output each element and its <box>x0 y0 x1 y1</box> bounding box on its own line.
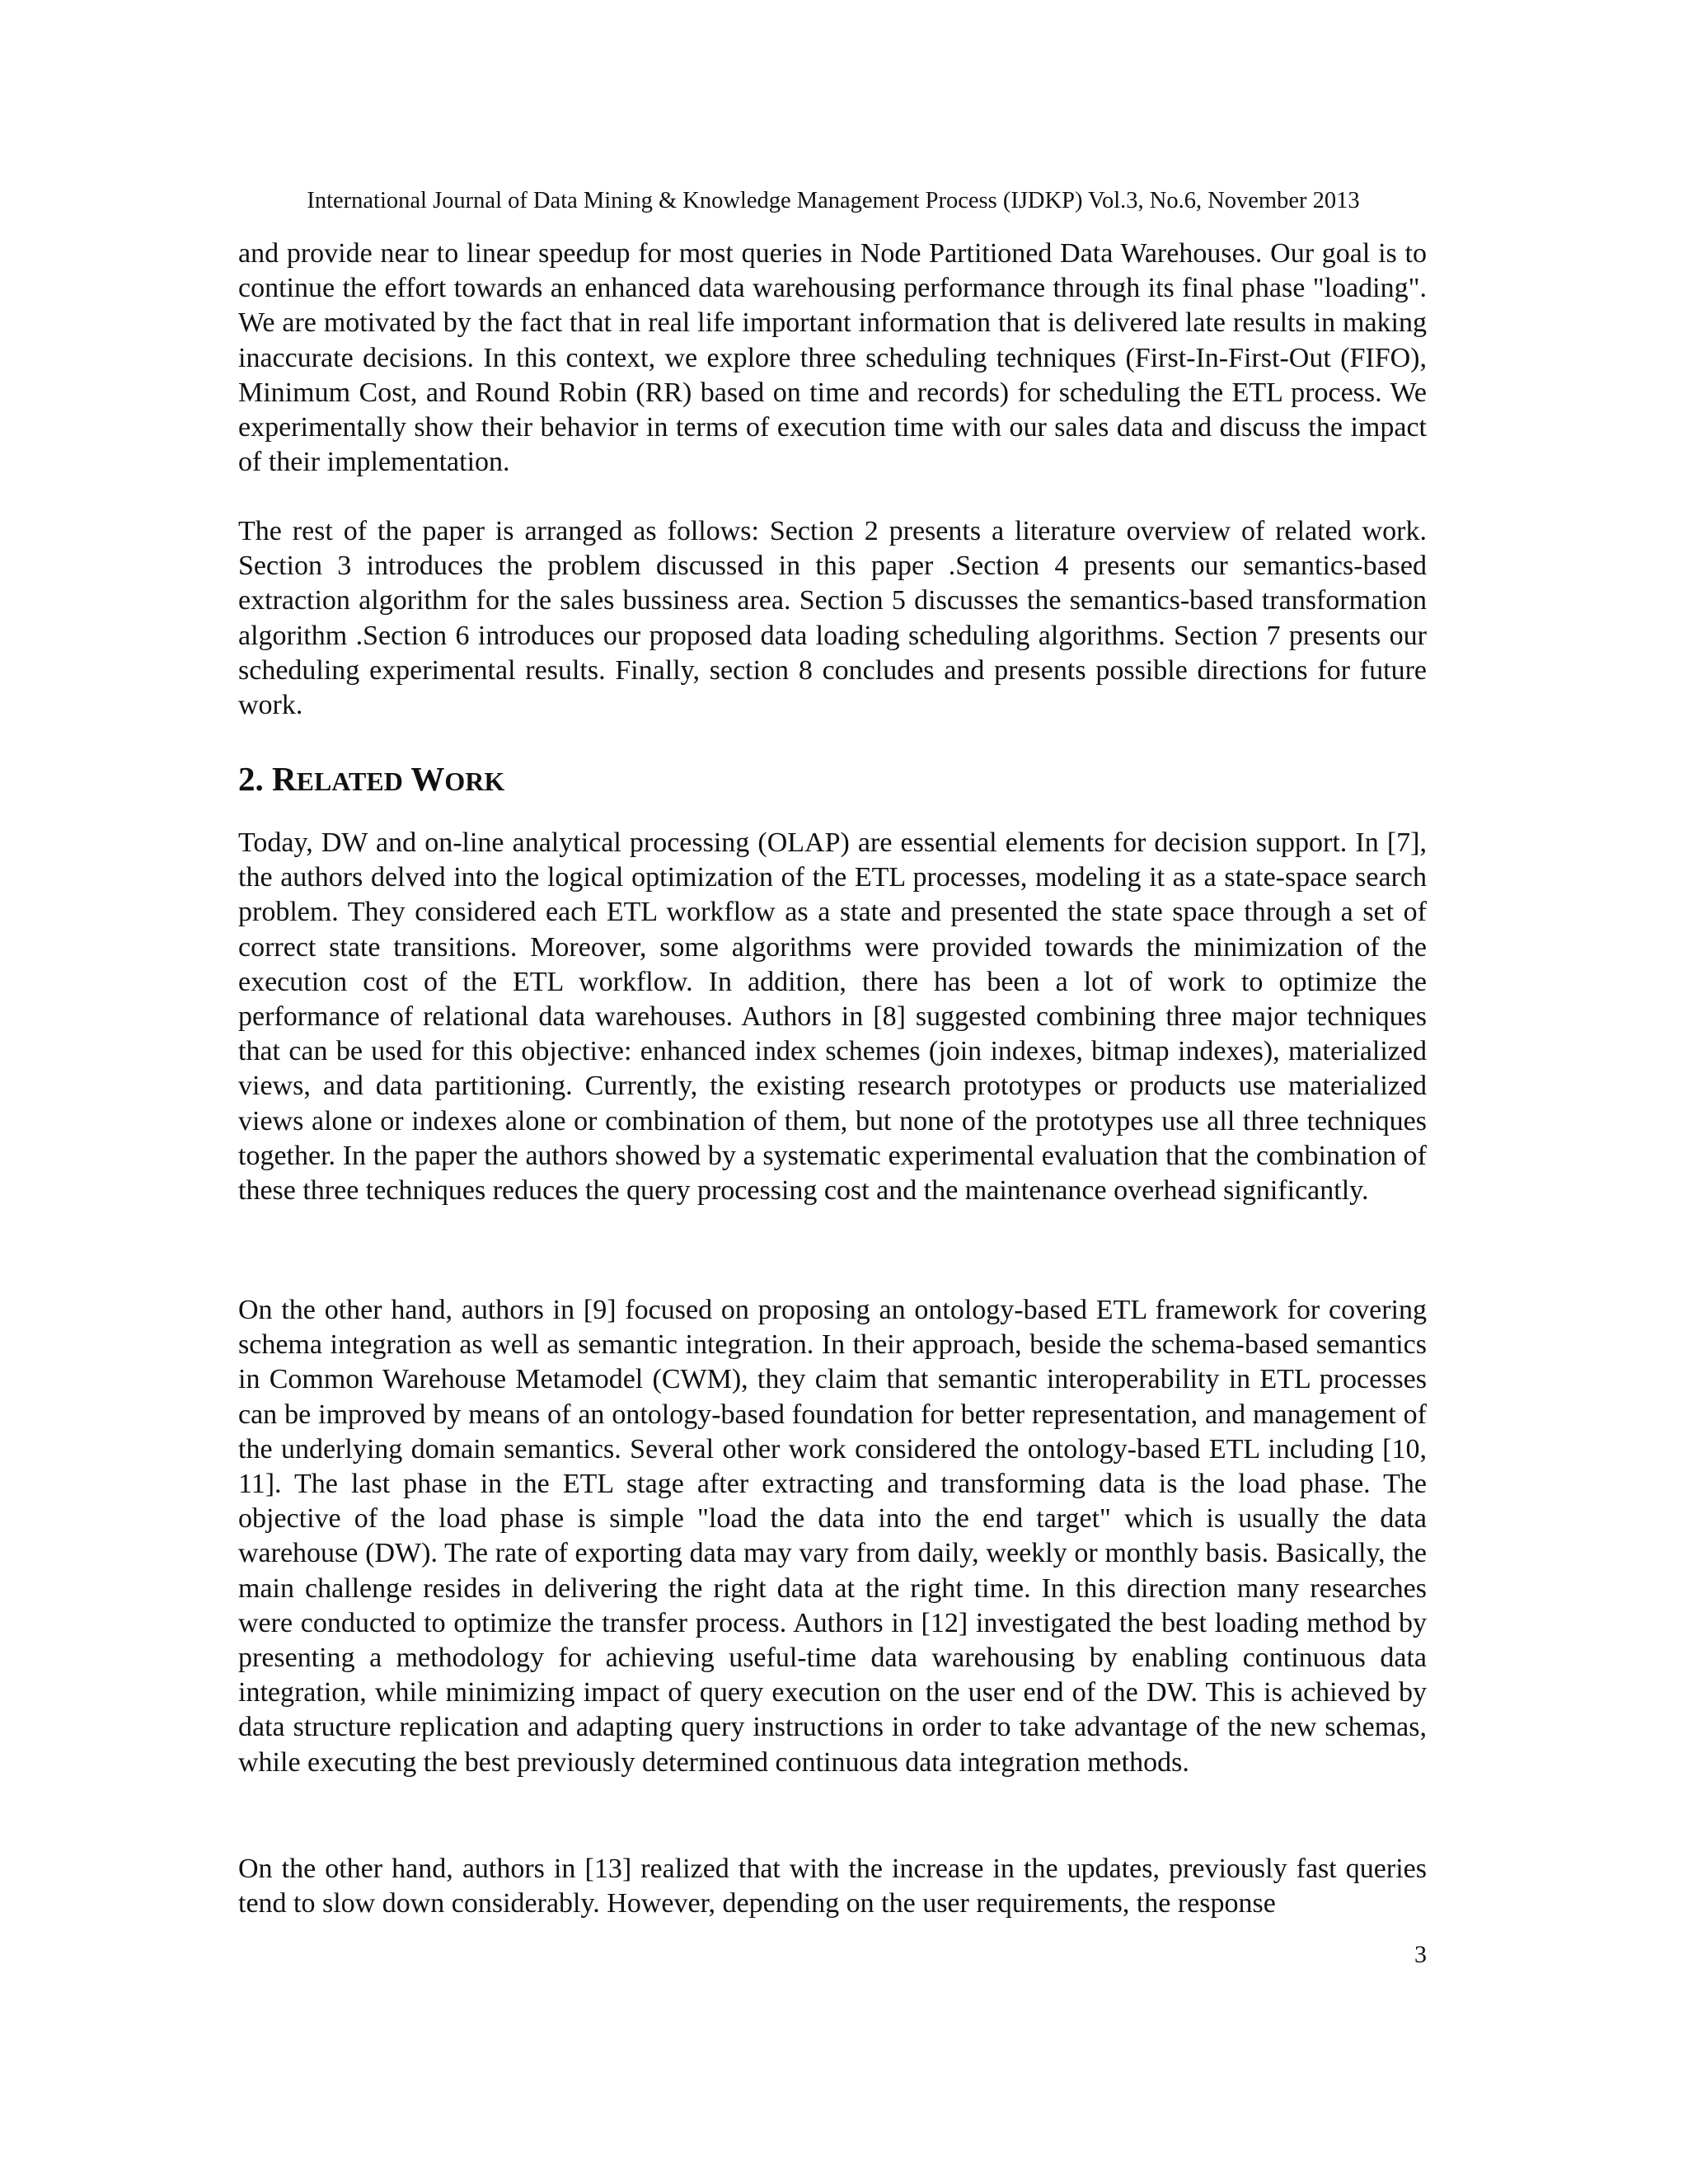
paragraph-intro-continued: and provide near to linear speedup for most queries in Node Partitioned Data Warehouses. Our goal is to continue the effort towards an enhanced data warehousing performance through its final phase "loading". We are motivated by the fact that in real life important information that is delivered late results in making inaccurate decisions. In this context, we explore three scheduling techniques (First-In-First-Out (FIFO), Minimum Cost, and Round Robin (RR) based on time and records) for scheduling the ETL process. We experimentally show their behavior in terms of execution time with our sales data and discuss the impact of their implementation. <box>238 238 1427 478</box>
section-title-rest-ork: ORK <box>444 766 505 796</box>
paragraph-related-work-olap: Today, DW and on-line analytical processing (OLAP) are essential elements for decision support. In [7], the authors delved into the logical optimization of the ETL processes, modeling it as a state-space search problem. They considered each ETL workflow as a state and presented the state space through a set of correct state transitions. Moreover, some algorithms were provided towards the minimization of the execution cost of the ETL workflow. In addition, there has been a lot of work to optimize the performance of relational data warehouses. Authors in [8] suggested combining three major techniques that can be used for this objective: enhanced index schemes (join indexes, bitmap indexes), materialized views, and data partitioning. Currently, the existing research prototypes or products use materialized views alone or indexes alone or combination of them, but none of the prototypes use all three techniques together. In the paper the authors showed by a systematic experimental evaluation that the combination of these three techniques reduces the query processing cost and the maintenance overhead significantly. <box>238 827 1427 1207</box>
section-title-initial-w: W <box>410 760 445 798</box>
paragraph-paper-organization: The rest of the paper is arranged as follows: Section 2 presents a literature overview of related work. Section 3 introduces the problem discussed in this paper .Section 4 presents our semantics-based extraction algorithm for the sales bussiness area. Section 5 discusses the semantics-based transformation algorithm .Section 6 introduces our proposed data loading scheduling algorithms. Section 7 presents our scheduling experimental results. Finally, section 8 concludes and presents possible directions for future work. <box>238 516 1427 721</box>
section-heading-related-work <box>238 754 504 806</box>
paragraph-related-work-updates: On the other hand, authors in [13] realized that with the increase in the updates, previously fast queries tend to slow down considerably. However, depending on the user requirements, the response <box>238 1854 1427 1919</box>
section-title-rest-elated: ELATED <box>296 766 403 796</box>
paragraph-related-work-ontology: On the other hand, authors in [9] focused on proposing an ontology-based ETL framework for covering schema integration as well as semantic integration. In their approach, beside the schema-based semantics in Common Warehouse Metamodel (CWM), they claim that semantic interoperability in ETL processes can be improved by means of an ontology-based foundation for better representation, and management of the underlying domain semantics. Several other work considered the ontology-based ETL including [10, 11]. The last phase in the ETL stage after extracting and transforming data is the load phase. The objective of the load phase is simple "load the data into the end target" which is usually the data warehouse (DW). The rate of exporting data may vary from daily, weekly or monthly basis. Basically, the main challenge resides in delivering the right data at the right time. In this direction many researches were conducted to optimize the transfer process. Authors in [12] investigated the best loading method by presenting a methodology for achieving useful-time data warehousing by enabling continuous data integration, while minimizing impact of query execution on the user end of the DW. This is achieved by data structure replication and adapting query instructions in order to take advantage of the new schemas, while executing the best previously determined continuous data integration methods. <box>238 1295 1427 1778</box>
section-number: 2. <box>238 760 264 798</box>
section-title-initial-r: R <box>272 760 297 798</box>
page-number: 3 <box>1414 1941 1427 1968</box>
running-header: International Journal of Data Mining & Knowledge Management Process (IJDKP) Vol.3, No.6, November 2013 <box>307 188 1360 213</box>
